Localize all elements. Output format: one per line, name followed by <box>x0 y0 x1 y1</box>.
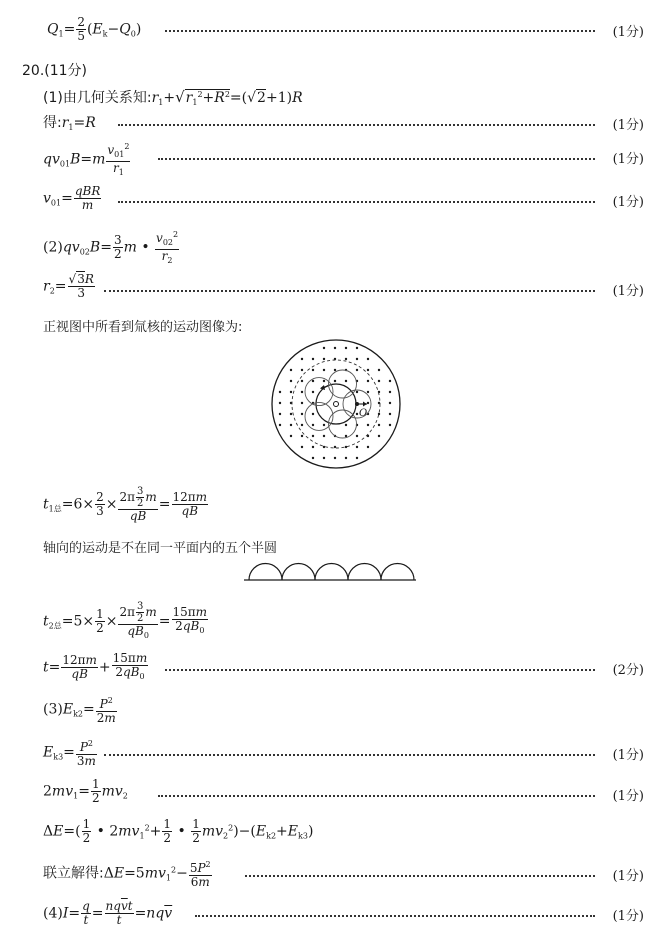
score-mark: (1分) <box>612 25 644 40</box>
dot-sign: • <box>141 239 150 256</box>
score-mark: (1分) <box>612 748 644 763</box>
front-view-diagram <box>268 336 404 472</box>
semicircle-arcs <box>249 564 414 581</box>
leader-dots <box>118 201 595 203</box>
caption-front-view: 正视图中所看到氚核的运动图像为: <box>43 320 243 335</box>
eq-r2: $r_2=$ $\frac{√3R}{3}$ <box>43 272 94 300</box>
score-mark: (1分) <box>612 789 644 804</box>
score-mark: (1分) <box>612 284 644 299</box>
leader-dots <box>165 669 595 671</box>
eq-geometry: (1)由几何关系知$:r_1+√r_1^2+R^2=(√2+1)R$ <box>43 88 303 107</box>
leader-dots <box>158 158 595 160</box>
score-mark: (1分) <box>612 152 644 167</box>
score-mark: (1分) <box>612 195 644 210</box>
eq-ek3: $E_{k3}=$ $\frac{P^2}{3m}$ <box>43 739 96 768</box>
leader-dots <box>158 795 595 797</box>
center-mark <box>334 402 339 407</box>
score-mark: (1分) <box>612 118 644 133</box>
eq-force-2: $(2)qv_{02}B=$ $\frac{3}{2}$ m • $\frac{v_{02}^2}{r_2}$ <box>43 230 179 265</box>
leader-dots <box>195 915 595 917</box>
leader-dots <box>104 754 595 756</box>
eq-r1: 得$:r_1=R$ <box>43 115 96 132</box>
score-mark: (1分) <box>612 869 644 884</box>
eq-momentum: $2mv_1=$ $\frac{1}{2}$ $mv_2$ <box>43 777 128 805</box>
eq-q1: $Q_1=$ $\frac{2}{5}$ $(E_k-Q_0)$ <box>47 15 142 43</box>
eq-result: 联立解得$:\Delta E=5mv_1^2-$ $\frac{5P^2}{6m}$ <box>43 860 211 889</box>
leader-dots <box>118 124 595 126</box>
de-label: 得: <box>43 115 62 131</box>
eq-delta-e: ΔE=( $\frac{1}{2}$ • $2mv_1^2+$ $\frac{1}{2}$ • $\frac{1}{2}$ $mv_2^2)-(E_{k2}+E_{k3})$ <box>43 817 314 845</box>
inner-circle <box>316 384 356 424</box>
part2-label: (2) <box>43 239 63 256</box>
problem-header: 20.(11分) <box>22 63 88 79</box>
eq-t2: $t_{2总}=5\times$ $\frac{1}{2}$ × 2π $\frac{3}{2}$ m $qB_0$ = $\frac{15\pi m}{2qB_0}$ <box>43 601 208 640</box>
part3-label: (3) <box>43 701 63 718</box>
leader-dots <box>104 290 595 292</box>
semicircles-diagram <box>244 558 416 584</box>
eq-t1: $t_{1总}=6\times$ $\frac{2}{3}$ × 2π $\frac{3}{2}$ m qB = $\frac{12\pi m}{qB}$ <box>43 486 208 523</box>
eq-force-1: $qv_{01}B=m$ $\frac{v_{01}^2}{r_1}$ <box>43 142 130 177</box>
part4-label: (4) <box>43 905 63 922</box>
point-label: O <box>359 408 368 419</box>
eq-current: (4)I= $\frac{q}{t}$ = $\frac{nq\overline{v}t}{t}$ $=nq\overline{v}$ <box>43 899 173 927</box>
score-mark: (1分) <box>612 909 644 924</box>
eq-v01: $v_{01}=$ $\frac{\text{qBR}}{m}$ <box>43 184 101 212</box>
arrow-head <box>363 402 367 407</box>
leader-dots <box>165 30 595 32</box>
score-mark: (2分) <box>612 663 644 678</box>
lianli-label: 联立解得: <box>43 865 104 882</box>
field-dots <box>279 347 391 459</box>
caption-axial: 轴向的运动是不在同一平面内的五个半圆 <box>43 541 278 556</box>
part1-label: (1)由几何关系知: <box>43 90 152 106</box>
leader-dots <box>245 875 595 877</box>
eq-ek2: $(3)E_{k2}=$ $\frac{P^2}{2m}$ <box>43 696 116 725</box>
eq-t: t= $\frac{12\pi m}{qB}$ + $\frac{15\pi m}{2qB_0}$ <box>43 651 148 681</box>
